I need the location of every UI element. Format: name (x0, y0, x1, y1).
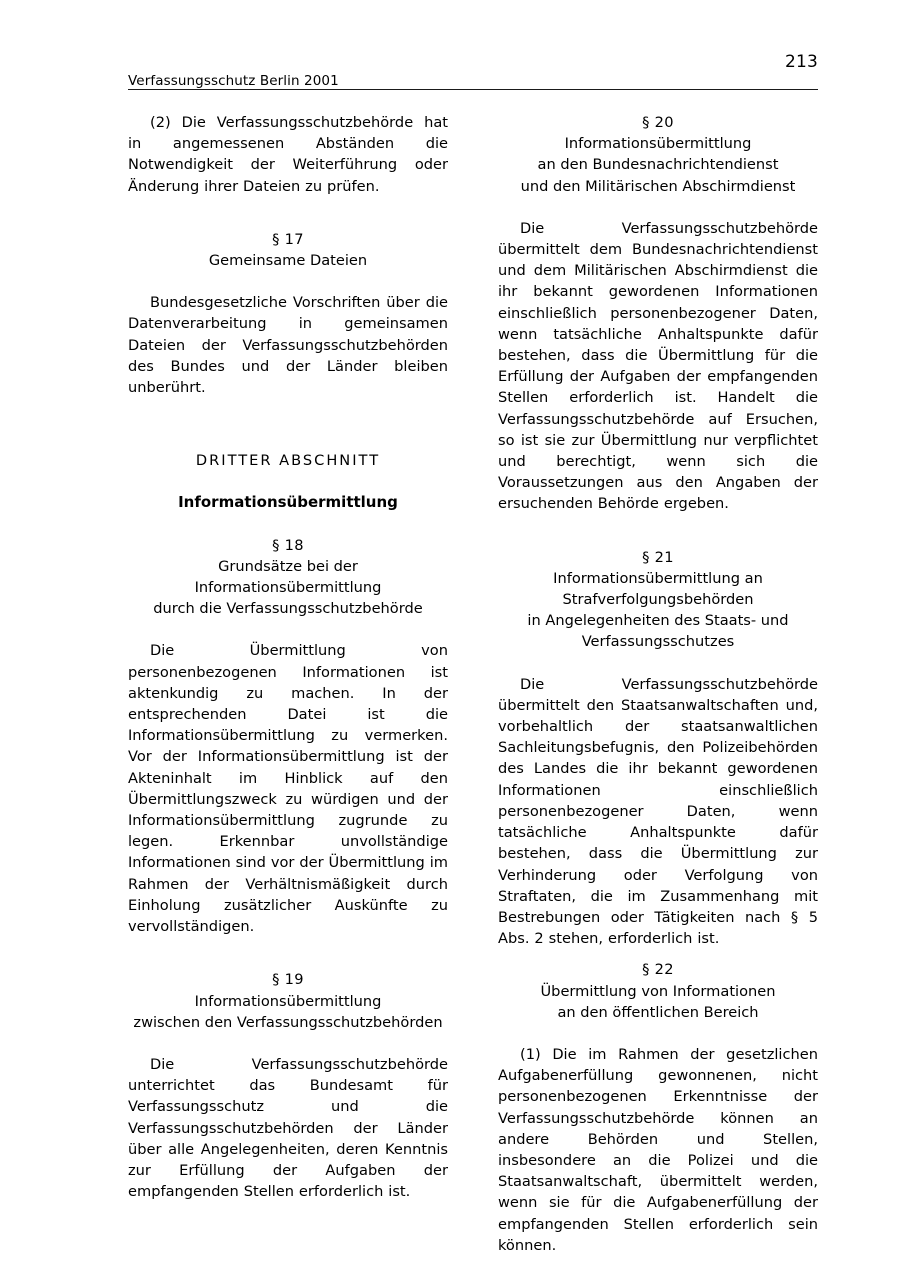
paragraph-21-body: Die Verfassungsschutzbehörde übermittelt den Staatsanwaltschaften und, vorbehaltlich der staatsanwaltlichen Sachleitungsbefugnis, den Polizeibehörden des Landes die ihr bekannt gewordenen Informationen einschließlich personenbezogener Daten, wenn tatsächliche Anhaltspunkte dafür bestehen, dass die Übermittlung zur Verhinderung oder Verfolgung von Straftaten, die im Zusammenhang mit Bestrebungen oder Tätigkeiten nach § 5 Abs. 2 stehen, erforderlich ist. (498, 675, 818, 948)
section-label-dritter-abschnitt: DRITTER ABSCHNITT (195, 452, 381, 470)
spacer (498, 653, 818, 674)
heading-paragraph-21 (498, 547, 818, 653)
spacer (498, 197, 818, 218)
paragraph-19-body: Die Verfassungsschutzbehörde unterrichtet das Bundesamt für Verfassungsschutz und die Verfassungsschutzbehörden der Länder über alle Angelegenheiten, deren Kenntnis zur Erfüllung der Aufgaben der empfangenden Stellen erforderlich ist. (128, 1055, 448, 1201)
left-column (128, 112, 448, 1256)
section-title-20-line-2: an den Bundesnachrichtendienst (537, 156, 779, 174)
section-number-21: § 21 (642, 548, 674, 566)
section-title-20-line-3: und den Militärischen Abschirmdienst (520, 177, 796, 195)
right-column (498, 112, 818, 1256)
spacer (498, 515, 818, 547)
section-title-21-line-1: Informationsübermittlung an (553, 569, 763, 587)
section-title-21-line-4: Verfassungsschutzes (581, 633, 735, 651)
heading-paragraph-22 (498, 959, 818, 1023)
section-title-19-line-1: Informationsübermittlung (194, 992, 382, 1010)
section-number-18: § 18 (272, 536, 304, 554)
header-rule (128, 89, 818, 90)
section-title-22-line-2: an den öffentlichen Bereich (557, 1003, 759, 1021)
section-title-21-line-2: Strafverfolgungsbehörden (562, 591, 754, 609)
section-number-17: § 17 (272, 230, 304, 248)
section-title-21-line-3: in Angelegenheiten des Staats- und (527, 612, 789, 630)
spacer (128, 937, 448, 969)
spacer (128, 398, 448, 450)
heading-paragraph-17 (128, 229, 448, 271)
section-title-18-line-1: Grundsätze bei der (218, 557, 358, 575)
two-column-body (128, 112, 818, 1256)
running-head-title: Verfassungsschutz Berlin 2001 (128, 73, 339, 89)
spacer (128, 514, 448, 535)
section-title-18-line-3: durch die Verfassungsschutzbehörde (153, 600, 423, 618)
page-number: 213 (784, 52, 818, 72)
heading-paragraph-19 (128, 969, 448, 1033)
section-title-informationsuebermittlung: Informationsübermittlung (178, 493, 398, 512)
section-number-22: § 22 (642, 961, 674, 979)
heading-paragraph-20 (498, 112, 818, 197)
section-number-20: § 20 (642, 114, 674, 131)
section-number-19: § 19 (272, 971, 304, 989)
heading-paragraph-18 (128, 535, 448, 620)
spacer (498, 1023, 818, 1044)
spacer (498, 949, 818, 959)
paragraph-18-body: Die Übermittlung von personenbezogenen Informationen ist aktenkundig zu machen. In der entsprechenden Datei ist die Informationsübermittlung zu vermerken. Vor der Informationsübermittlung ist der Akteninhalt im Hinblick auf den Übermittlungszweck zu würdigen und der Informationsübermittlung zugrunde zu legen. Erkennbar unvollständige Informationen sind vor der Übermittlung im Rahmen der Verhältnismäßigkeit durch Einholung zusätzlicher Auskünfte zu vervollständigen. (128, 642, 448, 936)
paragraph-20-body: Die Verfassungsschutzbehörde übermittelt dem Bundesnachrichtendienst und dem Militärischen Abschirmdienst die ihr bekannt gewordenen Informationen einschließlich personenbezogener Daten, wenn tatsächliche Anhaltspunkte dafür bestehen, dass die Übermittlung für die Erfüllung der Aufgaben der empfangenden Stellen erforderlich ist. Handelt die Verfassungsschutzbehörde auf Ersuchen, so ist sie zur Übermittlung nur verpflichtet und berechtigt, wenn sich die Voraussetzungen aus den Angaben der ersuchenden Behörde ergeben. (498, 219, 818, 513)
page-header (128, 52, 818, 92)
paragraph-16-absatz-2: (2) Die Verfassungsschutzbehörde hat in angemessenen Abständen die Notwendigkeit der Weiterführung oder Änderung ihrer Dateien zu prüfen. (128, 114, 448, 195)
spacer (128, 619, 448, 640)
paragraph-17-body: Bundesgesetzliche Vorschriften über die Datenverarbeitung in gemeinsamen Dateien der Verfassungsschutzbehörden des Bundes und der Länder bleiben unberührt. (128, 294, 448, 397)
section-title-18-line-2: Informationsübermittlung (194, 579, 382, 597)
section-title-20-line-1: Informationsübermittlung (564, 135, 752, 153)
spacer (128, 197, 448, 229)
section-title-17-line-1: Gemeinsame Dateien (208, 252, 368, 270)
spacer (128, 471, 448, 492)
section-title-19-line-2: zwischen den Verfassungsschutzbehörden (133, 1013, 443, 1031)
section-title-22-line-1: Übermittlung von Informationen (540, 982, 776, 1000)
paragraph-22-absatz-1: (1) Die im Rahmen der gesetzlichen Aufgabenerfüllung gewonnenen, nicht personenbezogenen Erkenntnisse der Verfassungsschutzbehörde können an andere Behörden und Stellen, insbesondere an die Polizei und die Staatsanwaltschaft, übermittelt werden, wenn sie für die Aufgabenerfüllung der empfangenden Stellen erforderlich sein können. (498, 1045, 818, 1254)
spacer (128, 271, 448, 292)
spacer (128, 1033, 448, 1054)
